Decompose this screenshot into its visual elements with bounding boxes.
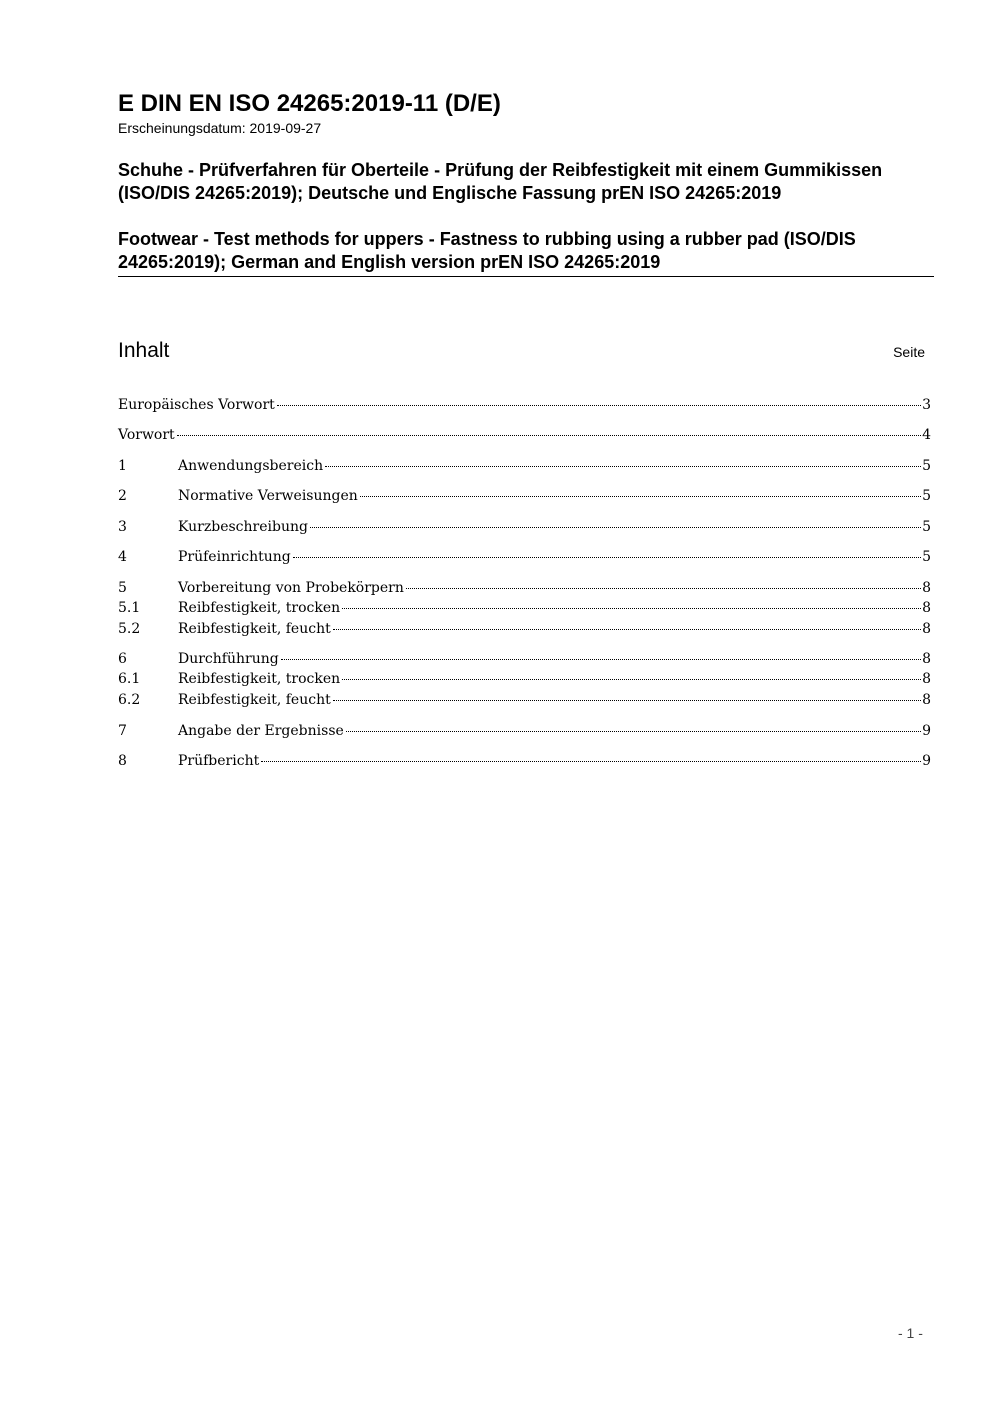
toc-dot-leader	[177, 434, 921, 436]
toc-entry[interactable]	[118, 456, 931, 476]
toc-entry-title: Reibfestigkeit, feucht	[178, 692, 331, 708]
toc-entry-page: 5	[922, 549, 931, 565]
toc-page-column-label: Seite	[893, 344, 925, 360]
document-header	[118, 90, 934, 277]
document-id: E DIN EN ISO 24265:2019-11 (D/E)	[118, 90, 501, 117]
toc-entry[interactable]	[118, 669, 931, 689]
toc-heading: Inhalt	[118, 339, 170, 362]
toc-dot-leader	[342, 607, 921, 609]
toc-entry-title: Europäisches Vorwort	[118, 397, 275, 413]
toc-dot-leader	[360, 495, 921, 497]
toc-entry[interactable]	[118, 395, 931, 415]
toc-entry-page: 8	[922, 671, 931, 687]
toc-entry-title: Anwendungsbereich	[178, 458, 324, 474]
toc-entry-page: 8	[922, 621, 931, 637]
toc-entry-page: 8	[922, 651, 931, 667]
toc-dot-leader	[333, 628, 921, 630]
toc-entry-title: Durchführung	[178, 651, 279, 667]
toc-dot-leader	[277, 404, 921, 406]
toc-entry[interactable]	[118, 619, 931, 639]
toc-dot-leader	[406, 587, 921, 589]
toc-entry-title: Reibfestigkeit, trocken	[178, 600, 341, 616]
toc-entry-page: 5	[922, 519, 931, 535]
toc-dot-leader	[342, 678, 921, 680]
title-english: Footwear - Test methods for uppers - Fastness to rubbing using a rubber pad (ISO/DIS 24265:2019); German and English version prEN ISO 24265:2019	[118, 228, 934, 277]
toc-entry-title: Prüfbericht	[178, 753, 260, 769]
toc-dot-leader	[293, 556, 921, 558]
toc-entry-page: 8	[922, 692, 931, 708]
toc-entry-number: 6.1	[118, 671, 141, 687]
publication-date: Erscheinungsdatum: 2019-09-27	[118, 120, 322, 136]
toc-entry-number: 2	[118, 488, 127, 504]
toc-entry-page: 8	[922, 600, 931, 616]
toc-entry[interactable]	[118, 425, 931, 445]
toc-entry-number: 5	[118, 580, 127, 596]
toc-entry-number: 5.2	[118, 621, 141, 637]
toc-entry-page: 8	[922, 580, 931, 596]
toc-entry-title: Reibfestigkeit, feucht	[178, 621, 331, 637]
toc-entry-number: 3	[118, 519, 127, 535]
toc-entry-title: Kurzbeschreibung	[178, 519, 308, 535]
toc-entry-number: 8	[118, 753, 127, 769]
toc-entry[interactable]	[118, 598, 931, 618]
title-german: Schuhe - Prüfverfahren für Oberteile - Prüfung der Reibfestigkeit mit einem Gummikissen (ISO/DIS 24265:2019); Deutsche und Englische Fassung prEN ISO 24265:2019	[118, 160, 883, 203]
toc-entry[interactable]	[118, 690, 931, 710]
toc-entry[interactable]	[118, 578, 931, 598]
toc-entry-page: 3	[922, 397, 931, 413]
toc-entry-title: Vorwort	[118, 427, 175, 443]
toc-dot-leader	[333, 699, 921, 701]
toc-entry-page: 5	[922, 488, 931, 504]
toc-entry[interactable]	[118, 751, 931, 771]
toc-entry-number: 7	[118, 723, 127, 739]
toc-entry[interactable]	[118, 649, 931, 669]
toc-entry-title: Reibfestigkeit, trocken	[178, 671, 341, 687]
toc-entry-number: 1	[118, 458, 127, 474]
toc-entry-page: 9	[922, 753, 931, 769]
toc-dot-leader	[346, 730, 921, 732]
toc-entry-title: Normative Verweisungen	[178, 488, 358, 504]
toc-entry-number: 5.1	[118, 600, 141, 616]
toc-entry-number: 6.2	[118, 692, 141, 708]
page-number: - 1 -	[898, 1325, 923, 1341]
toc-entry-title: Vorbereitung von Probekörpern	[178, 580, 404, 596]
toc-entry[interactable]	[118, 486, 931, 506]
toc-entry-page: 5	[922, 458, 931, 474]
toc-dot-leader	[261, 760, 921, 762]
toc-entry-number: 6	[118, 651, 127, 667]
toc-dot-leader	[325, 465, 921, 467]
toc-entry-title: Prüfeinrichtung	[178, 549, 291, 565]
toc-entry-number: 4	[118, 549, 127, 565]
toc-entry[interactable]	[118, 721, 931, 741]
toc-dot-leader	[310, 526, 921, 528]
toc-entry-page: 9	[922, 723, 931, 739]
toc-entry[interactable]	[118, 547, 931, 567]
toc-entry[interactable]	[118, 517, 931, 537]
toc-entry-title: Angabe der Ergebnisse	[178, 723, 344, 739]
toc-heading-row	[118, 338, 926, 364]
toc-dot-leader	[281, 658, 921, 660]
toc-entry-page: 4	[922, 427, 931, 443]
